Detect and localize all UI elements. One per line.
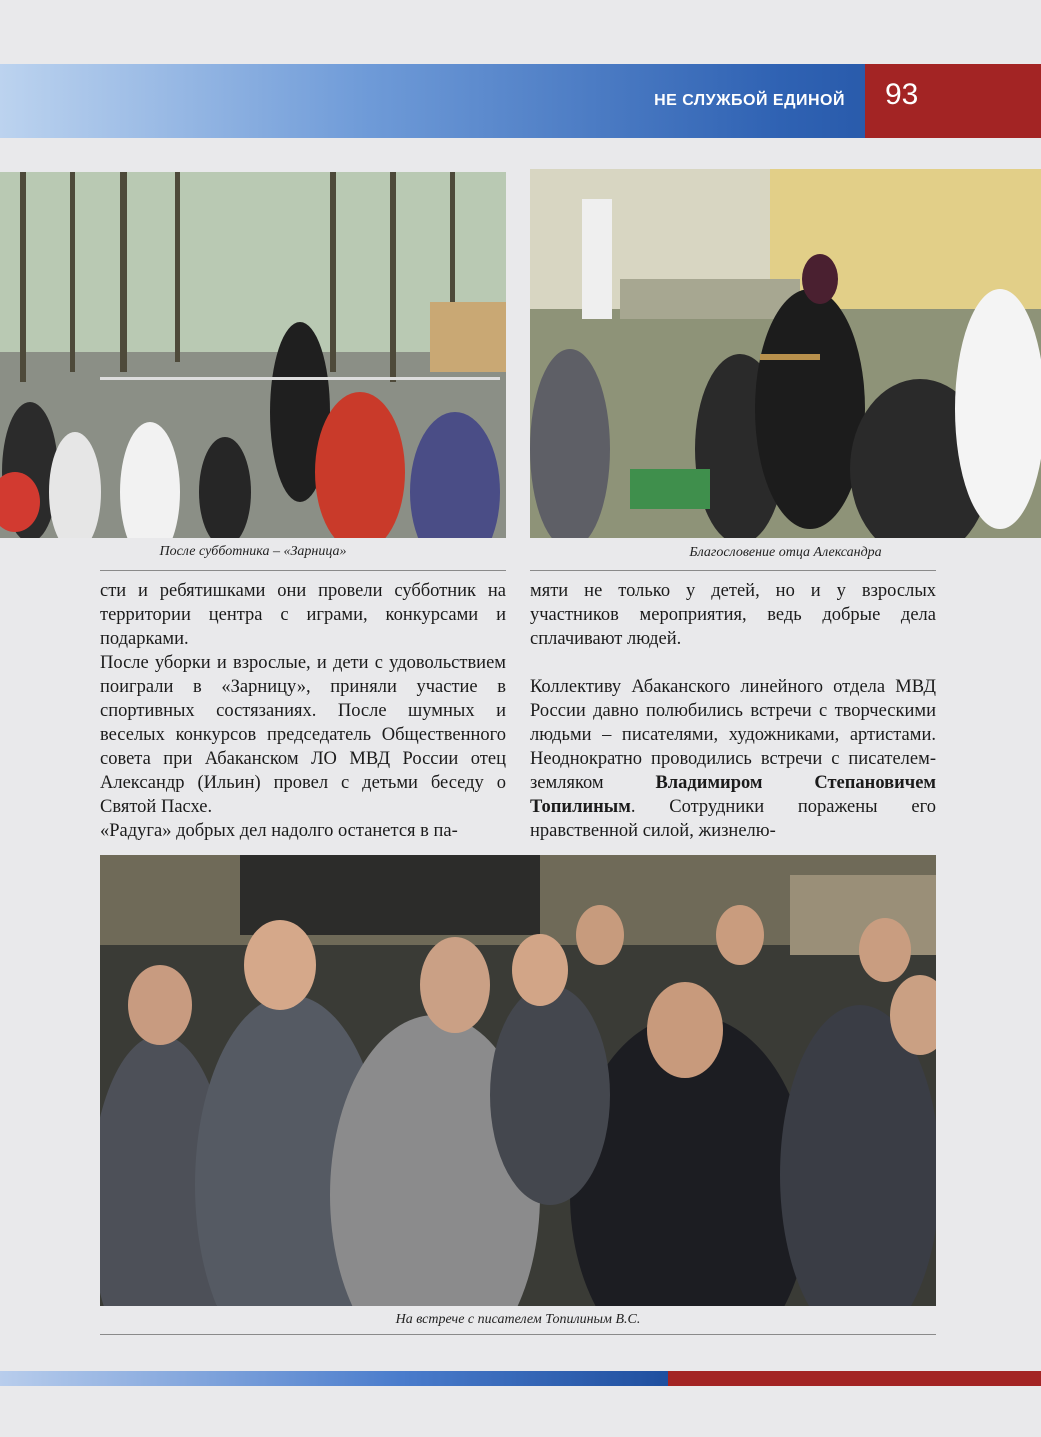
photo-zarnitsa (0, 172, 506, 538)
page-number-box (865, 64, 1041, 138)
caption-rule-bottom (100, 1334, 936, 1335)
caption-blessing: Благословение отца Александра (689, 545, 882, 560)
page-number: 93 (885, 78, 919, 111)
section-title: НЕ СЛУЖБОЙ ЕДИНОЙ (654, 92, 845, 109)
photo-zarnitsa-image (0, 172, 506, 538)
left-paragraph-2: После уборки и взрослые, и дети с удовольствием поиграли в «Зарницу», приняли участие в спортивных состязаниях. После шумных и веселых конкурсов председатель Общественного совета при Абаканском ЛО МВД России отец Александр (Ильин) провел с детьми беседу о Святой Пасхе. (100, 653, 506, 817)
caption-rule-left (100, 570, 506, 571)
caption-meeting: На встрече с писателем Топилиным В.С. (395, 1312, 641, 1327)
photo-blessing (530, 169, 1041, 538)
left-paragraph-3: «Радуга» добрых дел надолго останется в па- (100, 821, 458, 841)
right-paragraph-2-start: Коллективу Абаканского линейного отдела МВД России давно полюбились встречи с творческими людьми – писателями, художниками, артистами. Неоднократно проводились встречи с писателем-земляком (530, 677, 936, 793)
writer-name: Владимиром Степановичем Топилиным (530, 773, 937, 817)
header-band (0, 64, 1041, 138)
right-paragraph-1: мяти не только у детей, но и у взрослых участников мероприятия, ведь добрые дела сплачивают людей. (530, 581, 936, 649)
photo-blessing-image (530, 169, 1041, 538)
footer-band-blue (0, 1371, 668, 1386)
footer-band-red (668, 1371, 1041, 1386)
right-paragraph-2 (530, 675, 936, 843)
left-paragraph-1: сти и ребятишками они провели субботник на территории центра с играми, конкурсами и подарками. (100, 581, 506, 649)
left-text-column (100, 579, 506, 843)
caption-zarnitsa: После субботника – «Зарница» (159, 544, 347, 559)
photo-meeting (100, 855, 936, 1306)
photo-meeting-image (100, 855, 936, 1306)
caption-rule-right (530, 570, 936, 571)
right-text-column (530, 579, 936, 843)
right-paragraph-2-end: . Сотрудники поражены его нравственной силой, жизнелю- (530, 797, 936, 841)
